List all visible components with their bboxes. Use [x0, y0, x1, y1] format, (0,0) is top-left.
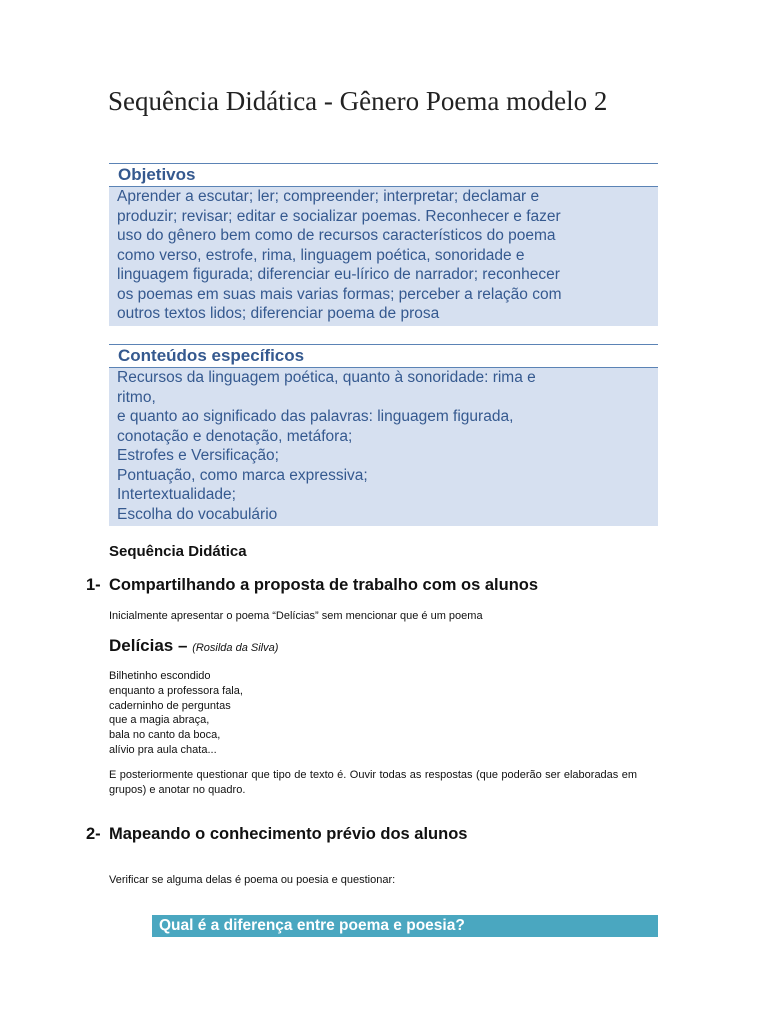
conteudos-line: conotação e denotação, metáfora;	[117, 427, 353, 445]
objetivos-line: Aprender a escutar; ler; compreender; interpretar; declamar e	[117, 188, 540, 205]
objetivos-heading: Objetivos	[118, 165, 196, 184]
page-title: Sequência Didática - Gênero Poema modelo 2	[108, 86, 608, 116]
objetivos-body	[109, 187, 658, 326]
poem-line: alívio pra aula chata...	[109, 743, 217, 756]
objetivos-header	[109, 163, 658, 187]
poem-line: caderninho de perguntas	[109, 699, 231, 712]
after-poem-paragraph: E posteriormente questionar que tipo de texto é. Ouvir todas as respostas (que poderão ser elaboradas em grupos) e anotar no quadro.	[109, 769, 637, 796]
conteudos-box	[109, 344, 658, 526]
section-1-intro: Inicialmente apresentar o poema “Delícias” sem mencionar que é um poema	[109, 610, 483, 622]
conteudos-header	[109, 344, 658, 368]
conteudos-line: Pontuação, como marca expressiva;	[117, 466, 368, 484]
section-2-intro: Verificar se alguma delas é poema ou poesia e questionar:	[109, 874, 396, 886]
poem-title: Delícias –	[109, 636, 188, 655]
section-2-heading	[86, 825, 467, 844]
poem-title-line	[109, 636, 278, 656]
objetivos-line: linguagem figurada; diferenciar eu-lírico de narrador; reconhecer	[117, 266, 560, 283]
poem-body	[109, 669, 243, 758]
poem-line: enquanto a professora fala,	[109, 684, 243, 697]
objetivos-line: os poemas em suas mais varias formas; perceber a relação com	[117, 285, 562, 303]
conteudos-line: ritmo,	[117, 388, 156, 406]
conteudos-line: e quanto ao significado das palavras: linguagem figurada,	[117, 408, 514, 425]
conteudos-line: Intertextualidade;	[117, 486, 236, 503]
section-1-heading	[86, 576, 538, 595]
conteudos-line: Recursos da linguagem poética, quanto à sonoridade: rima e	[117, 369, 536, 386]
section-2-title: Mapeando o conhecimento prévio dos alunos	[109, 825, 468, 843]
objetivos-line: produzir; revisar; editar e socializar poemas. Reconhecer e fazer	[117, 207, 561, 225]
conteudos-body	[109, 368, 658, 526]
question-banner: Qual é a diferença entre poema e poesia?	[152, 915, 658, 937]
objetivos-box	[109, 163, 658, 326]
poem-line: bala no canto da boca,	[109, 729, 221, 742]
objetivos-line: uso do gênero bem como de recursos característicos do poema	[117, 227, 556, 244]
sequencia-heading: Sequência Didática	[109, 543, 247, 560]
section-1-number: 1-	[86, 576, 101, 594]
conteudos-heading: Conteúdos específicos	[118, 346, 305, 365]
objetivos-line: outros textos lidos; diferenciar poema de prosa	[117, 305, 440, 322]
section-1-title: Compartilhando a proposta de trabalho com os alunos	[109, 576, 539, 594]
poem-author: (Rosilda da Silva)	[192, 642, 279, 654]
objetivos-line: como verso, estrofe, rima, linguagem poética, sonoridade e	[117, 246, 525, 264]
poem-line: que a magia abraça,	[109, 714, 210, 727]
poem-line: Bilhetinho escondido	[109, 670, 211, 682]
conteudos-line: Escolha do vocabulário	[117, 505, 278, 523]
section-2-number: 2-	[86, 825, 101, 843]
conteudos-line: Estrofes e Versificação;	[117, 447, 279, 464]
